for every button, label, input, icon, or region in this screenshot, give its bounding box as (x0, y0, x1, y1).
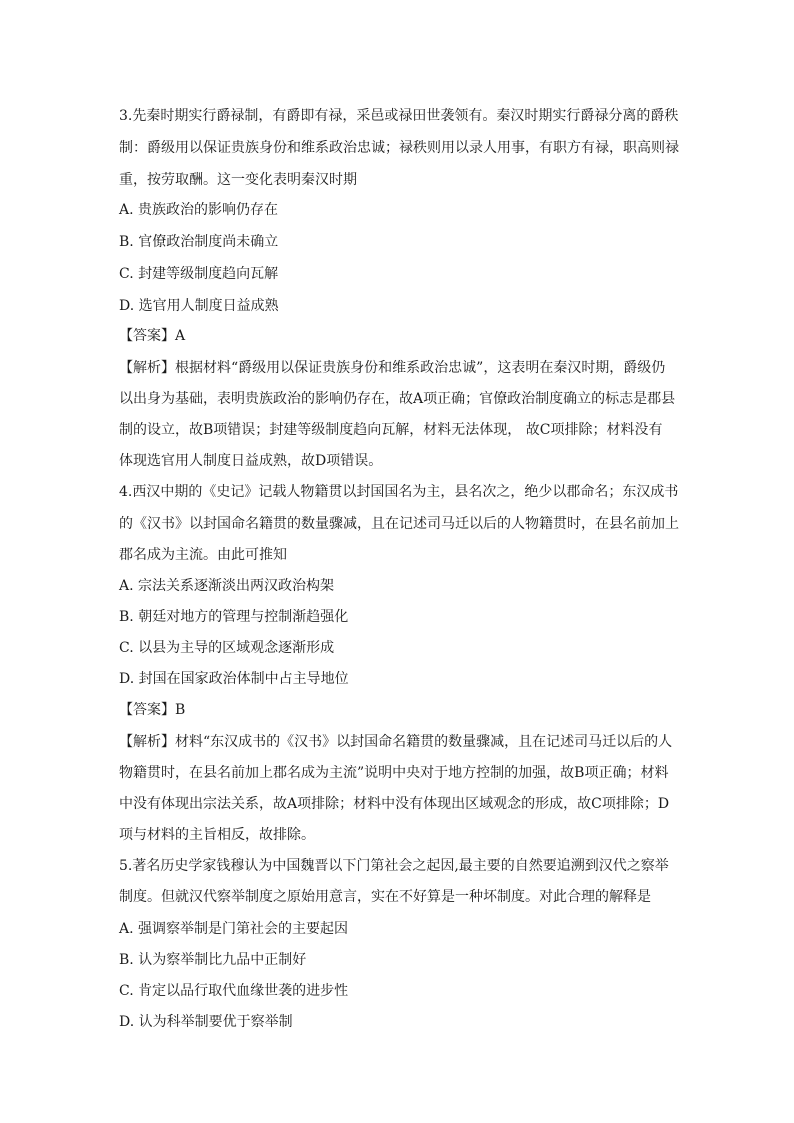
q4-answer: 【答案】B (119, 702, 186, 718)
q5-option-a: A. 强调察举制是门第社会的主要起因 (119, 921, 349, 937)
q3-answer: 【答案】A (119, 328, 186, 344)
q5-option-c: C. 肯定以品行取代血缘世袭的进步性 (119, 983, 349, 999)
q4-stem-line-3: 郡名成为主流。由此可推知 (119, 547, 287, 563)
q4-option-c: C. 以县为主导的区域观念逐渐形成 (119, 640, 335, 656)
q5-stem-line-2: 制度。但就汉代察举制度之原始用意言，实在不好算是一种坏制度。对此合理的解释是 (119, 889, 651, 905)
q4-stem-line-1: 4.西汉中期的《史记》记载人物籍贯以封国国名为主，县名次之，绝少以郡命名；东汉成书 (119, 484, 679, 500)
q3-stem-line-3: 重，按劳取酬。这一变化表明秦汉时期 (119, 172, 357, 188)
q3-option-c: C. 封建等级制度趋向瓦解 (119, 266, 279, 282)
q3-option-d: D. 选官用人制度日益成熟 (119, 298, 279, 314)
q3-analysis-line-1: 【解析】根据材料“爵级用以保证贵族身份和维系政治忠诚”，这表明在秦汉时期，爵级仍 (119, 360, 666, 376)
q3-analysis-line-3: 制的设立，故B项错误；封建等级制度趋向瓦解，材料无法体现， 故C项排除；材料没有 (119, 422, 663, 438)
q5-stem-line-1: 5.著名历史学家钱穆认为中国魏晋以下门第社会之起因,最主要的自然要追溯到汉代之察举 (119, 858, 669, 874)
q5-option-d: D. 认为科举制要优于察举制 (119, 1014, 293, 1030)
q4-analysis-line-3: 中没有体现出宗法关系，故A项排除；材料中没有体现出区域观念的形成，故C项排除；D (119, 796, 670, 812)
q4-option-a: A. 宗法关系逐渐淡出两汉政治构架 (119, 578, 335, 594)
q3-stem-line-2: 制：爵级用以保证贵族身份和维系政治忠诚；禄秩则用以录人用事，有职方有禄，职高则禄 (119, 140, 679, 156)
q4-option-d: D. 封国在国家政治体制中占主导地位 (119, 671, 349, 687)
q5-option-b: B. 认为察举制比九品中正制好 (119, 952, 307, 968)
q4-analysis-line-4: 项与材料的主旨相反，故排除。 (119, 827, 315, 843)
q3-option-b: B. 官僚政治制度尚未确立 (119, 234, 279, 250)
q3-analysis-line-4: 体现选官用人制度日益成熟，故D项错误。 (119, 453, 383, 469)
q4-option-b: B. 朝廷对地方的管理与控制渐趋强化 (119, 609, 349, 625)
q3-option-a: A. 贵族政治的影响仍存在 (119, 202, 279, 218)
q3-analysis-line-2: 以出身为基础，表明贵族政治的影响仍存在，故A项正确；官僚政治制度确立的标志是郡县 (119, 391, 676, 407)
q4-analysis-line-1: 【解析】材料“东汉成书的《汉书》以封国命名籍贯的数量骤减，且在记述司马迁以后的人 (119, 734, 673, 750)
q4-analysis-line-2: 物籍贯时，在县名前加上郡名成为主流”说明中央对于地方控制的加强，故B项正确；材料 (119, 765, 669, 781)
q3-stem-line-1: 3.先秦时期实行爵禄制，有爵即有禄，采邑或禄田世袭领有。秦汉时期实行爵禄分离的爵秩 (119, 108, 679, 124)
q4-stem-line-2: 的《汉书》以封国命名籍贯的数量骤减，且在记述司马迁以后的人物籍贯时，在县名前加上 (119, 516, 679, 532)
